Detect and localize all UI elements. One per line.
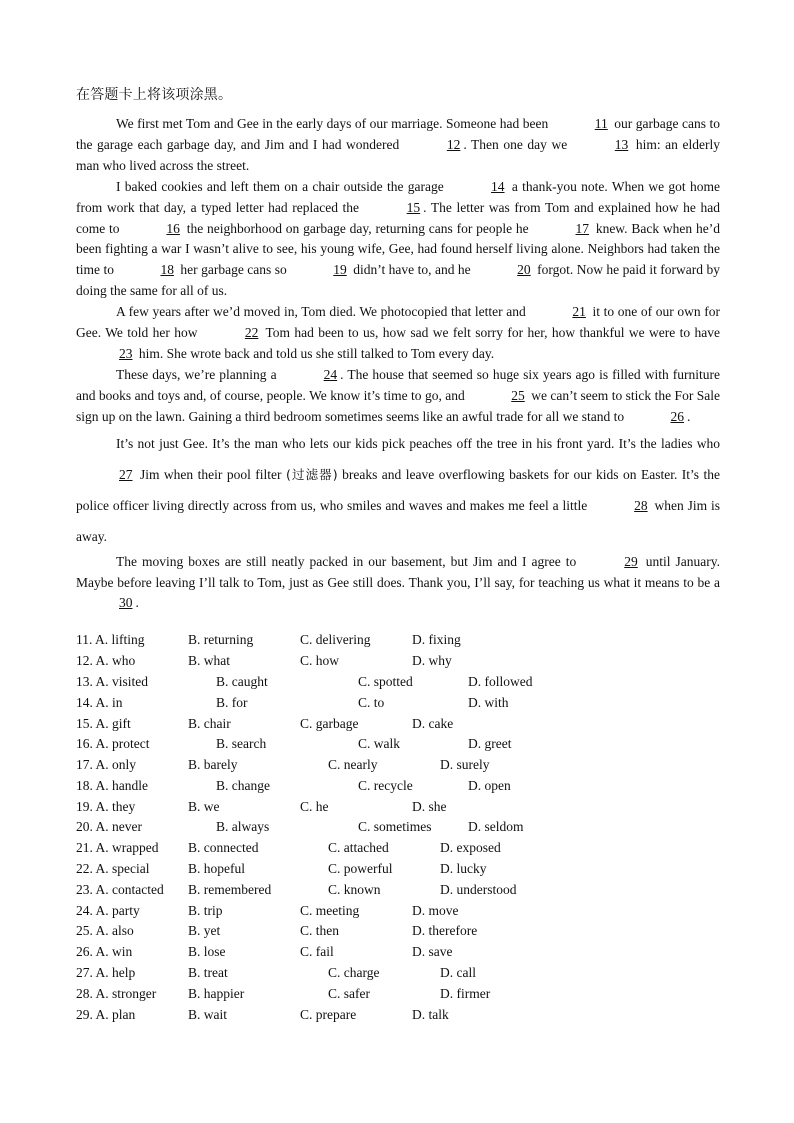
option-d: D. seldom <box>468 819 524 835</box>
option-b: B. wait <box>188 1006 227 1022</box>
option-d: D. followed <box>468 673 533 689</box>
question-row <box>76 716 720 737</box>
option-d: D. firmer <box>440 985 491 1001</box>
answer-blank-30: 30 <box>119 595 133 611</box>
option-c: C. known <box>328 881 381 897</box>
question-row <box>76 757 720 778</box>
option-d: D. move <box>412 902 459 918</box>
passage-text: Jim when their pool filter <box>135 466 287 482</box>
question-row <box>76 778 720 799</box>
passage-paragraph <box>76 177 720 302</box>
option-c: C. powerful <box>328 861 393 877</box>
option-d: D. open <box>468 777 511 793</box>
option-a: 13. A. visited <box>76 673 149 689</box>
passage-text: a thank-you note. When we got home from work that day, a typed letter had replaced the <box>76 178 720 215</box>
passage-paragraph <box>76 428 720 552</box>
option-a: 18. A. handle <box>76 777 148 793</box>
option-c: C. charge <box>328 965 380 981</box>
question-row <box>76 799 720 820</box>
option-d: D. call <box>440 965 476 981</box>
answer-blank-17: 17 <box>575 220 589 236</box>
option-d: D. cake <box>412 715 454 731</box>
option-a: 17. A. only <box>76 757 137 773</box>
passage-text: I baked cookies and left them on a chair outside the garage <box>116 178 449 194</box>
question-row <box>76 986 720 1007</box>
option-d: D. talk <box>412 1006 449 1022</box>
passage-text: her garbage cans so <box>176 262 291 278</box>
option-d: D. exposed <box>440 840 501 856</box>
option-d: D. fixing <box>412 632 461 648</box>
passage-paragraph <box>76 365 720 428</box>
option-a: 16. A. protect <box>76 736 150 752</box>
option-a: 27. A. help <box>76 965 136 981</box>
passage-text: knew. Back when he’d been fighting a war I wasn’t alive to see, his young wife, Gee, had found herself living alone. Neighbors had taken the time to <box>76 220 720 278</box>
question-row <box>76 819 720 840</box>
passage-paragraph <box>76 114 720 177</box>
passage-text: it to one of our own for Gee. We told her how <box>76 304 720 341</box>
option-d: D. therefore <box>412 923 478 939</box>
answer-blank-23: 23 <box>119 345 133 361</box>
instruction-text: 在答题卡上将该项涂黑。 <box>76 87 233 103</box>
option-b: B. connected <box>188 840 259 856</box>
passage-text: him: an elderly man who lived across the street. <box>76 136 720 173</box>
answer-blank-27: 27 <box>119 466 133 482</box>
passage-paragraph <box>76 552 720 615</box>
passage-text: him. She wrote back and told us she still talked to Tom every day. <box>135 345 495 361</box>
option-a: 15. A. gift <box>76 715 131 731</box>
answer-blank-15: 15 <box>406 199 421 215</box>
option-a: 11. A. lifting <box>76 632 145 648</box>
passage-text: It’s not just Gee. It’s the man who lets our kids pick peaches off the tree in his front yard. It’s the ladies who <box>116 435 720 451</box>
answer-blank-21: 21 <box>572 304 586 320</box>
option-b: B. remembered <box>188 881 272 897</box>
answer-blank-12: 12 <box>446 136 461 152</box>
option-a: 19. A. they <box>76 798 136 814</box>
option-d: D. save <box>412 944 453 960</box>
option-c: C. prepare <box>300 1006 357 1022</box>
answer-blank-22: 22 <box>244 325 259 341</box>
passage-text: . <box>687 408 691 424</box>
question-row <box>76 861 720 882</box>
passage-text: . Then one day we <box>463 136 572 152</box>
passage-text: breaks and leave overflowing baskets for our kids on Easter. It’s the police officer living directly across from us, who smiles and waves and makes me feel a little <box>76 466 720 513</box>
passage-text: the neighborhood on garbage day, returning cans for people he <box>182 220 533 236</box>
answer-blank-20: 20 <box>517 262 531 278</box>
passage-text: until January. Maybe before leaving I’ll talk to Tom, just as Gee still does. Thank you, I’ll say, for teaching us what it means to be a <box>76 553 720 590</box>
answer-blank-14: 14 <box>491 178 505 194</box>
answer-blank-19: 19 <box>333 262 347 278</box>
question-row <box>76 695 720 716</box>
passage-text: These days, we’re planning a <box>116 366 281 382</box>
option-b: B. barely <box>188 757 238 773</box>
option-c: C. recycle <box>358 777 413 793</box>
option-b: B. always <box>216 819 270 835</box>
option-a: 25. A. also <box>76 923 134 939</box>
option-c: C. safer <box>328 985 370 1001</box>
option-c: C. walk <box>358 736 400 752</box>
question-row <box>76 903 720 924</box>
option-a: 23. A. contacted <box>76 881 164 897</box>
question-row <box>76 944 720 965</box>
option-c: C. meeting <box>300 902 360 918</box>
option-c: C. then <box>300 923 339 939</box>
option-a: 20. A. never <box>76 819 142 835</box>
question-row <box>76 965 720 986</box>
passage-text: our garbage cans to the garage each garbage day, and Jim and I had wondered <box>76 116 720 152</box>
passage-text: . <box>135 595 139 611</box>
chinese-gloss: (过滤器) <box>286 466 338 482</box>
question-row <box>76 653 720 674</box>
answer-blank-11: 11 <box>594 116 608 131</box>
option-d: D. greet <box>468 736 512 752</box>
passage-paragraph <box>76 302 720 365</box>
question-row <box>76 736 720 757</box>
question-row <box>76 1007 720 1028</box>
passage-text: Tom had been to us, how sad we felt sorry for her, how thankful we were to have <box>261 325 720 341</box>
question-row <box>76 632 720 653</box>
answer-blank-24: 24 <box>323 366 338 382</box>
option-b: B. happier <box>188 985 245 1001</box>
option-a: 21. A. wrapped <box>76 840 159 856</box>
option-a: 29. A. plan <box>76 1006 136 1022</box>
option-b: B. caught <box>216 673 268 689</box>
option-c: C. delivering <box>300 632 371 648</box>
option-c: C. attached <box>328 840 389 856</box>
question-row <box>76 674 720 695</box>
option-b: B. what <box>188 653 230 669</box>
option-a: 26. A. win <box>76 944 133 960</box>
option-b: B. returning <box>188 632 254 648</box>
option-a: 22. A. special <box>76 861 150 877</box>
question-row <box>76 882 720 903</box>
option-a: 12. A. who <box>76 653 136 669</box>
option-d: D. she <box>412 798 447 814</box>
answer-blank-18: 18 <box>160 262 174 278</box>
option-b: B. we <box>188 798 220 814</box>
option-b: B. change <box>216 777 270 793</box>
passage-text: . The house that seemed so huge six years ago is filled with furniture and books and toys and, of course, people. We know it’s time to go, and <box>76 366 720 403</box>
option-c: C. how <box>300 653 340 669</box>
option-c: C. sometimes <box>358 819 432 835</box>
exam-page <box>76 84 720 1027</box>
passage-text: when Jim is away. <box>76 497 720 544</box>
answer-blank-16: 16 <box>166 220 180 236</box>
passage-text: The moving boxes are still neatly packed in our basement, but Jim and I agree to <box>116 553 582 569</box>
passage-text: We first met Tom and Gee in the early days of our marriage. Someone had been <box>116 116 552 131</box>
passage-text: forgot. Now he paid it forward by doing the same for all of us. <box>76 262 720 299</box>
option-b: B. lose <box>188 944 226 960</box>
option-c: C. he <box>300 798 329 814</box>
option-b: B. chair <box>188 715 231 731</box>
option-a: 28. A. stronger <box>76 985 157 1001</box>
option-b: B. yet <box>188 923 221 939</box>
option-c: C. to <box>358 694 385 710</box>
passage-text: . The letter was from Tom and explained how he had come to <box>76 199 720 236</box>
option-c: C. spotted <box>358 673 413 689</box>
cloze-passage <box>76 114 720 614</box>
answer-blank-26: 26 <box>670 408 684 424</box>
question-row <box>76 923 720 944</box>
option-d: D. lucky <box>440 861 487 877</box>
question-row <box>76 840 720 861</box>
passage-text: we can’t seem to stick the For Sale sign up on the lawn. Gaining a third bedroom sometimes seems like an awful trade for all we stand to <box>76 387 720 424</box>
answer-blank-25: 25 <box>511 387 525 403</box>
answer-blank-13: 13 <box>614 136 629 152</box>
option-b: B. treat <box>188 965 228 981</box>
option-d: D. understood <box>440 881 517 897</box>
option-a: 14. A. in <box>76 694 123 710</box>
option-c: C. nearly <box>328 757 378 773</box>
answer-blank-28: 28 <box>634 497 648 513</box>
passage-text: didn’t have to, and he <box>349 262 475 278</box>
option-d: D. surely <box>440 757 490 773</box>
option-a: 24. A. party <box>76 902 140 918</box>
option-b: B. trip <box>188 902 223 918</box>
answer-blank-29: 29 <box>624 553 638 569</box>
option-c: C. fail <box>300 944 334 960</box>
option-b: B. search <box>216 736 267 752</box>
passage-text: A few years after we’d moved in, Tom died. We photocopied that letter and <box>116 304 530 320</box>
option-d: D. with <box>468 694 509 710</box>
answer-options-list <box>76 632 720 1027</box>
option-b: B. hopeful <box>188 861 245 877</box>
option-d: D. why <box>412 653 452 669</box>
option-b: B. for <box>216 694 248 710</box>
option-c: C. garbage <box>300 715 359 731</box>
